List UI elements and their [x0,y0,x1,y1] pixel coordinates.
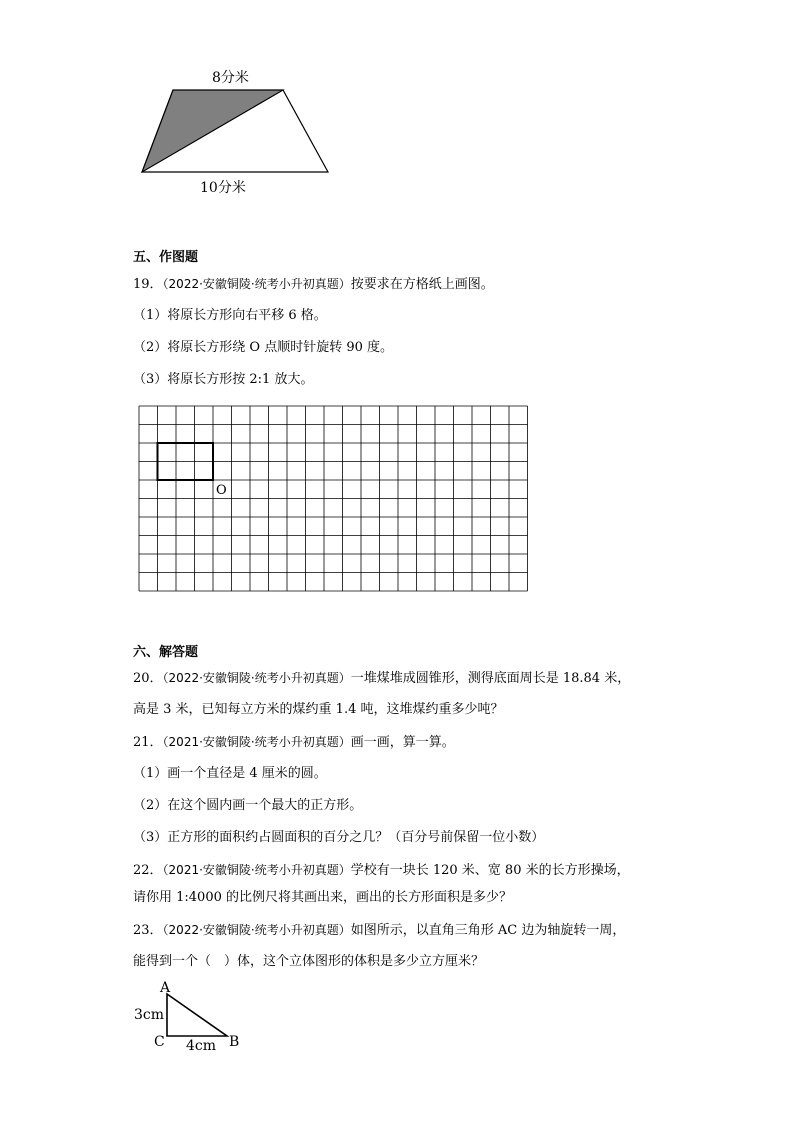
q19-item-3: （3）将原长方形按 2:1 放大。 [133,372,314,387]
question-source: （2021·安徽铜陵·统考小升初真题） [162,735,351,749]
question-number: 23． [133,923,163,938]
q21-item-2: （2）在这个圆内画一个最大的正方形。 [133,798,363,813]
question-text: 画一画，算一算。 [350,735,455,750]
vertex-b-label: B [229,1034,240,1050]
trapezoid-bottom-label: 10分米 [200,180,246,196]
question-23 [133,922,625,939]
question-number: 22． [133,863,163,878]
vertex-a-label: A [160,980,171,996]
question-source: （2022·安徽铜陵·统考小升初真题） [162,671,351,685]
question-22-line-2: 请你用 1:4000 的比例尺将其画出来，画出的长方形面积是多少？ [133,890,512,905]
grid-paper[interactable] [138,405,530,595]
question-20 [133,670,630,687]
question-23-line-2: 能得到一个（ ）体，这个立体图形的体积是多少立方厘米？ [133,954,485,969]
question-text: 学校有一块长 120 米、宽 80 米的长方形操场， [350,863,630,878]
q21-item-3: （3）正方形的面积约占圆面积的百分之几？（百分号前保留一位小数） [133,830,545,845]
point-o-label: O [216,483,227,498]
question-source: （2021·安徽铜陵·统考小升初真题） [162,863,351,877]
grid-lines [139,406,528,591]
question-source: （2022·安徽铜陵·统考小升初真题） [162,277,351,291]
question-text: 按要求在方格纸上画图。 [350,277,494,292]
section-heading-answers: 六、解答题 [133,645,199,660]
question-number: 20． [133,671,163,686]
question-text: 如图所示，以直角三角形 AC 边为轴旋转一周， [350,923,626,938]
q19-item-2: （2）将原长方形绕 O 点顺时针旋转 90 度。 [133,340,394,355]
side-cb-label: 4cm [186,1038,217,1054]
question-22 [133,862,630,879]
side-ac-label: 3cm [134,1007,165,1023]
q19-item-1: （1）将原长方形向右平移 6 格。 [133,308,327,323]
question-19 [133,276,494,293]
q21-item-1: （1）画一个直径是 4 厘米的圆。 [133,766,327,781]
question-text: 一堆煤堆成圆锥形，测得底面周长是 18.84 米， [350,671,631,686]
trapezoid-figure [130,62,345,202]
right-triangle-figure [130,980,250,1055]
trapezoid-top-label: 8分米 [212,70,249,86]
question-number: 19． [133,277,163,292]
question-source: （2022·安徽铜陵·统考小升初真题） [162,923,351,937]
question-21 [133,734,455,751]
vertex-c-label: C [154,1034,165,1050]
right-triangle [167,994,227,1036]
section-heading-drawing: 五、作图题 [133,250,199,265]
question-number: 21． [133,735,163,750]
question-20-line-2: 高是 3 米，已知每立方米的煤约重 1.4 吨，这堆煤约重多少吨？ [133,702,504,717]
